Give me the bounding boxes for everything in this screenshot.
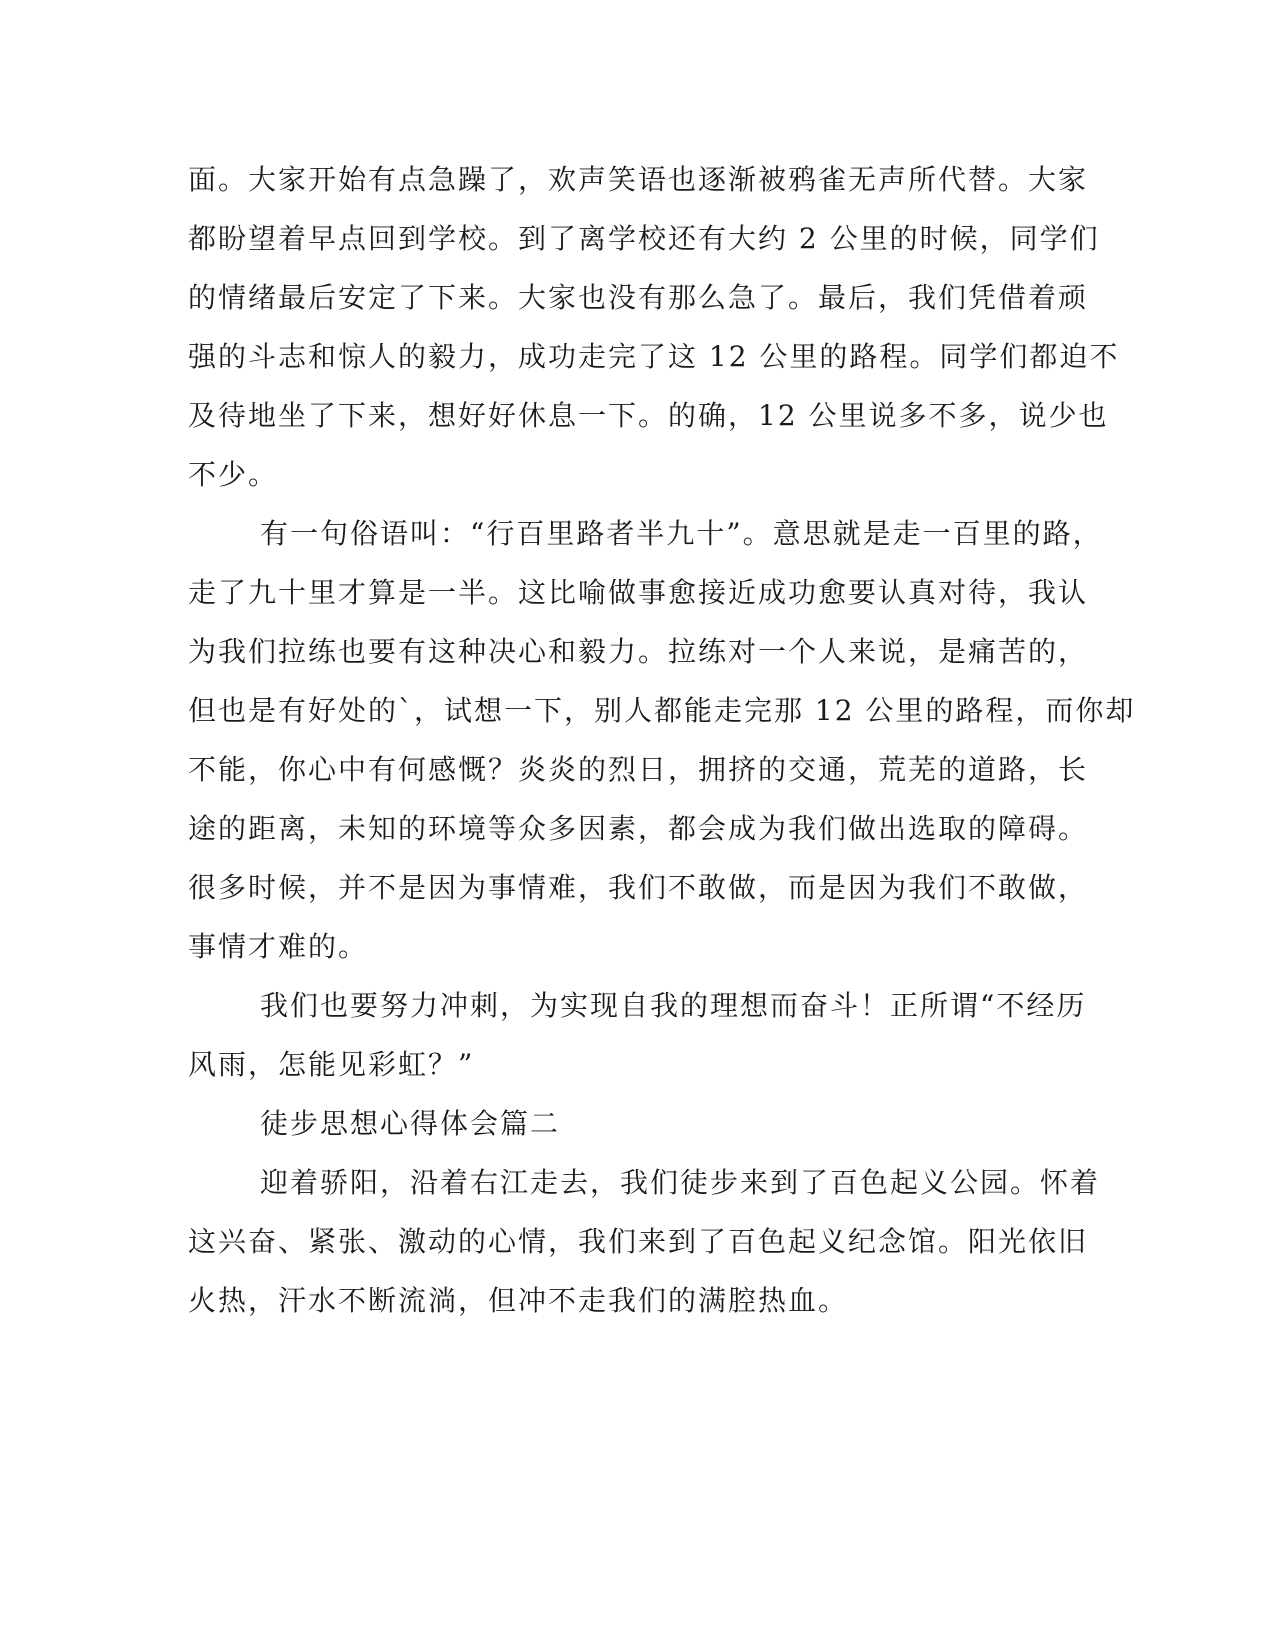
text-line: 面。大家开始有点急躁了，欢声笑语也逐渐被鸦雀无声所代替。大家 xyxy=(188,163,1089,196)
text-line: 强的斗志和惊人的毅力，成功走完了这 12 公里的路程。同学们都迫不 xyxy=(188,340,1120,373)
text-line: 火热，汗水不断流淌，但冲不走我们的满腔热血。 xyxy=(188,1284,849,1317)
text-line: 不能，你心中有何感慨？炎炎的烈日，拥挤的交通，荒芜的道路，长 xyxy=(188,753,1089,786)
text-line: 这兴奋、紧张、激动的心情，我们来到了百色起义纪念馆。阳光依旧 xyxy=(188,1225,1089,1258)
text-line: 事情才难的。 xyxy=(188,930,369,963)
text-line: 走了九十里才算是一半。这比喻做事愈接近成功愈要认真对待，我认 xyxy=(188,576,1089,609)
text-line: 都盼望着早点回到学校。到了离学校还有大约 2 公里的时候，同学们 xyxy=(188,222,1100,255)
section-heading: 徒步思想心得体会篇二 xyxy=(260,1107,561,1140)
text-line: 风雨，怎能见彩虹？” xyxy=(188,1048,475,1081)
text-line: 但也是有好处的`，试想一下，别人都能走完那 12 公里的路程，而你却 xyxy=(188,694,1136,727)
text-line: 及待地坐了下来，想好好休息一下。的确，12 公里说多不多，说少也 xyxy=(188,399,1109,432)
text-line: 有一句俗语叫：“行百里路者半九十”。意思就是走一百里的路， xyxy=(260,517,1103,550)
text-line: 为我们拉练也要有这种决心和毅力。拉练对一个人来说，是痛苦的， xyxy=(188,635,1089,668)
text-line: 很多时候，并不是因为事情难，我们不敢做，而是因为我们不敢做， xyxy=(188,871,1089,904)
text-line: 迎着骄阳，沿着右江走去，我们徒步来到了百色起义公园。怀着 xyxy=(260,1166,1101,1199)
text-line: 不少。 xyxy=(188,458,279,491)
text-line: 我们也要努力冲刺，为实现自我的理想而奋斗！正所谓“不经历 xyxy=(260,989,1087,1022)
text-line: 的情绪最后安定了下来。大家也没有那么急了。最后，我们凭借着顽 xyxy=(188,281,1089,314)
text-line: 途的距离，未知的环境等众多因素，都会成为我们做出选取的障碍。 xyxy=(188,812,1089,845)
